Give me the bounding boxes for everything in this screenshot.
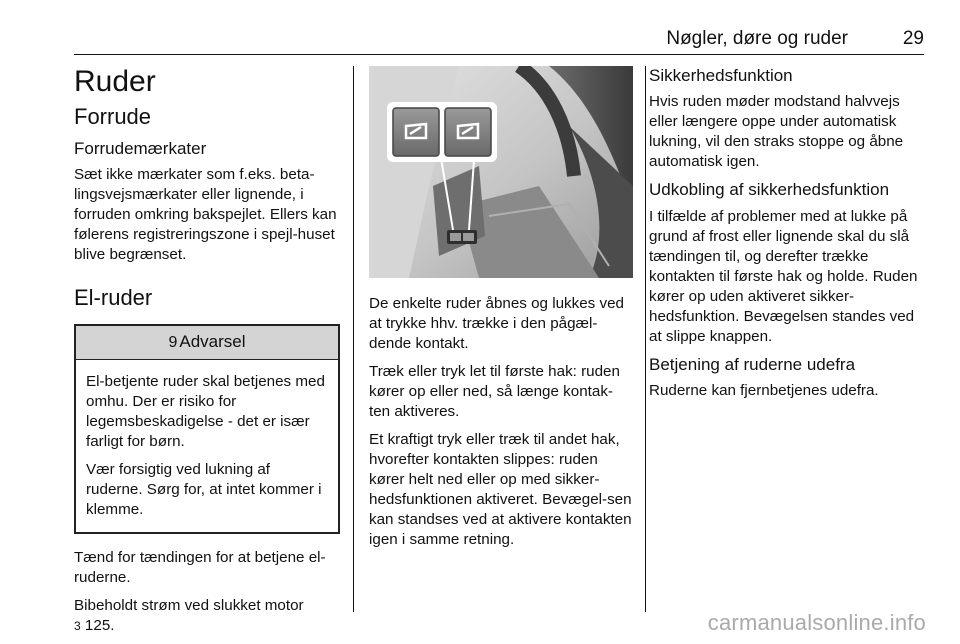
heading-forrude: Forrude xyxy=(74,103,152,129)
paragraph-middle-1: De enkelte ruder åbnes og lukkes ved at trykke hhv. trække i den pågæl-dende kontakt. xyxy=(369,295,624,352)
paragraph-middle-2: Træk eller tryk let til første hak: ruden kører op eller ned, så længe kontak-ten aktiveres. xyxy=(369,363,620,420)
bibehold-text: Bibeholdt strøm ved slukket motor xyxy=(74,597,304,615)
warning-paragraph-2: Vær forsigtig ved lukning af ruderne. Sørg for, at intet kommer i klemme. xyxy=(86,461,322,519)
paragraph-udkobling: I tilfælde af problemer med at lukke på grund af frost eller lignende skal du slå tændingen til, og derefter trække kontakten til første hak og holde. Ruden kører op uden aktiveret sikker-hedsfunktion. Bevægelsen standes ved at slippe knappen. xyxy=(649,207,918,345)
warning-body xyxy=(76,360,338,532)
heading-sikkerhedsfunktion: Sikkerhedsfunktion xyxy=(649,66,793,85)
watermark-text[interactable]: carmanualsonline.info xyxy=(707,610,926,635)
section-title-ruder: Ruder xyxy=(74,65,156,98)
warning-triangle-icon: 9 xyxy=(168,334,178,352)
column-divider-left xyxy=(353,66,354,612)
paragraph-taend: Tænd for tændingen for at betjene el-ruderne. xyxy=(74,549,326,587)
page-header xyxy=(74,24,924,55)
paragraph-sikkerhedsfunktion: Hvis ruden møder modstand halvvejs eller længere oppe under automatisk lukning, vil den straks stoppe og åbne automatisk igen. xyxy=(649,93,904,171)
warning-paragraph-1: El-betjente ruder skal betjenes med omhu. Der er risiko for legemsbeskadigelse - det er især farligt for børn. xyxy=(86,373,325,451)
heading-forrudemaerkater: Forrudemærkater xyxy=(74,138,207,158)
column-divider-right xyxy=(645,66,646,612)
column-middle xyxy=(369,66,633,558)
heading-betjening: Betjening af ruderne udefra xyxy=(649,354,856,374)
warning-title: Advarsel xyxy=(179,332,246,352)
page-ref-arrow-icon: 3 xyxy=(74,619,81,634)
heading-el-ruder: El-ruder xyxy=(74,285,153,311)
window-switch-photo xyxy=(369,66,633,278)
column-left xyxy=(74,66,340,644)
heading-udkobling: Udkobling af sikkerhedsfunktion xyxy=(649,180,890,200)
chapter-title: Nøgler, døre og ruder xyxy=(666,28,848,49)
warning-box xyxy=(74,324,340,534)
paragraph-betjening: Ruderne kan fjernbetjenes udefra. xyxy=(649,382,879,400)
column-right xyxy=(649,66,927,409)
page-number: 29 xyxy=(902,28,924,49)
paragraph-bibehold xyxy=(74,596,340,636)
page-ref-link[interactable]: 125. xyxy=(84,617,115,635)
warning-header xyxy=(76,326,338,360)
paragraph-maerkater: Sæt ikke mærkater som f.eks. beta-lingsvejsmærkater eller lignende, i forruden omkring bakspejlet. Ellers kan følerens registreringszone i spejl-huset blive begrænset. xyxy=(74,166,337,264)
paragraph-middle-3: Et kraftigt tryk eller træk til andet hak, hvorefter kontakten slippes: ruden kører helt ned eller op med sikker-hedsfunktionen aktiveret. Bevægel-sen kan standses ved at aktivere kontakten igen i samme retning. xyxy=(369,431,632,548)
